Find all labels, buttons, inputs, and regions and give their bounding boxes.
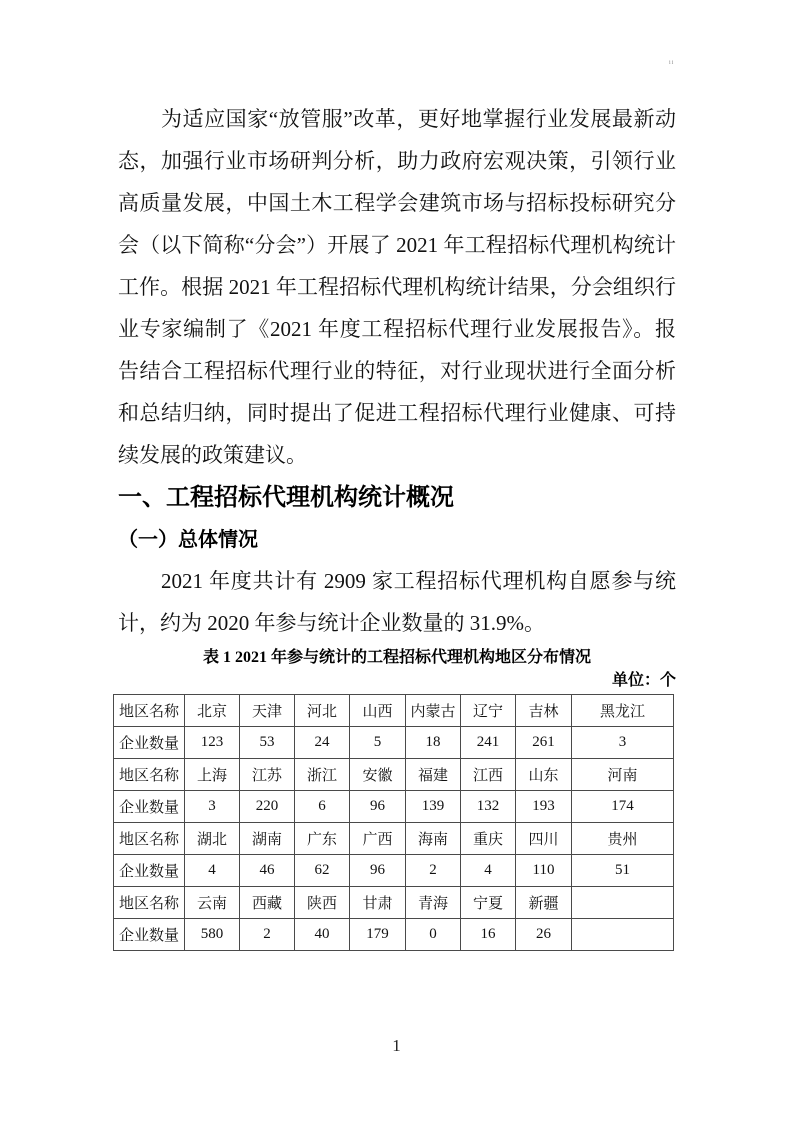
overview-paragraph: 2021 年度共计有 2909 家工程招标代理机构自愿参与统计，约为 2020 年参与统计企业数量的 31.9%。 <box>118 569 676 635</box>
table-cell: 2 <box>240 919 295 951</box>
table-cell: 广西 <box>350 823 406 855</box>
table-cell: 2 <box>406 855 461 887</box>
region-distribution-table <box>113 694 674 951</box>
row-header-cell: 企业数量 <box>114 919 185 951</box>
table-cell: 96 <box>350 791 406 823</box>
table-cell: 广东 <box>295 823 350 855</box>
table-cell: 6 <box>295 791 350 823</box>
table-cell: 123 <box>185 727 240 759</box>
table-cell: 4 <box>185 855 240 887</box>
table-cell: 四川 <box>516 823 572 855</box>
table-cell: 青海 <box>406 887 461 919</box>
table-cell: 上海 <box>185 759 240 791</box>
subsection-heading: （一）总体情况 <box>118 529 258 551</box>
table-cell: 18 <box>406 727 461 759</box>
table-cell: 福建 <box>406 759 461 791</box>
page-content <box>118 98 676 951</box>
table-cell: 580 <box>185 919 240 951</box>
table-row <box>114 919 674 951</box>
table-cell: 河南 <box>572 759 674 791</box>
row-header-cell: 地区名称 <box>114 759 185 791</box>
table-cell: 湖北 <box>185 823 240 855</box>
row-header-cell: 企业数量 <box>114 791 185 823</box>
table-cell: 陕西 <box>295 887 350 919</box>
stray-corner-mark: ii <box>669 60 675 66</box>
table-cell: 黑龙江 <box>572 695 674 727</box>
table-title: 表 1 2021 年参与统计的工程招标代理机构地区分布情况 <box>202 649 591 666</box>
table-cell: 139 <box>406 791 461 823</box>
table-cell: 26 <box>516 919 572 951</box>
section-heading: 一、工程招标代理机构统计概况 <box>118 484 454 511</box>
page-number: 1 <box>392 1036 401 1055</box>
table-cell: 湖南 <box>240 823 295 855</box>
row-header-cell: 企业数量 <box>114 727 185 759</box>
table-row <box>114 823 674 855</box>
row-header-cell: 地区名称 <box>114 887 185 919</box>
intro-paragraph: 为适应国家“放管服”改革，更好地掌握行业发展最新动态，加强行业市场研判分析，助力政府宏观决策，引领行业高质量发展，中国土木工程学会建筑市场与招标投标研究分会（以下简称“分会”）开展了 2021 年工程招标代理机构统计工作。根据 2021 年工程招标代理机构统计结果，分会组织行业专家编制了《2021 年度工程招标代理行业发展报告》。报告结合工程招标代理行业的特征，对行业现状进行全面分析和总结归纳，同时提出了促进工程招标代理行业健康、可持续发展的政策建议。 <box>118 107 676 467</box>
table-unit-label: 单位：个 <box>611 672 676 689</box>
table-cell: 安徽 <box>350 759 406 791</box>
table-cell: 宁夏 <box>461 887 516 919</box>
table-cell: 40 <box>295 919 350 951</box>
table-cell <box>572 919 674 951</box>
table-cell: 天津 <box>240 695 295 727</box>
table-row <box>114 695 674 727</box>
table-cell: 174 <box>572 791 674 823</box>
table-cell: 3 <box>185 791 240 823</box>
table-cell: 内蒙古 <box>406 695 461 727</box>
table-cell: 云南 <box>185 887 240 919</box>
table-cell: 110 <box>516 855 572 887</box>
table-cell: 3 <box>572 727 674 759</box>
row-header-cell: 地区名称 <box>114 695 185 727</box>
table-cell: 220 <box>240 791 295 823</box>
table-row <box>114 887 674 919</box>
table-cell: 4 <box>461 855 516 887</box>
table-cell: 51 <box>572 855 674 887</box>
table-cell: 江西 <box>461 759 516 791</box>
table-cell: 96 <box>350 855 406 887</box>
table-cell: 新疆 <box>516 887 572 919</box>
table-cell: 53 <box>240 727 295 759</box>
table-cell: 甘肃 <box>350 887 406 919</box>
table-cell: 46 <box>240 855 295 887</box>
row-header-cell: 企业数量 <box>114 855 185 887</box>
table-cell: 江苏 <box>240 759 295 791</box>
table-row <box>114 759 674 791</box>
table-cell: 海南 <box>406 823 461 855</box>
table-cell: 北京 <box>185 695 240 727</box>
table-cell: 62 <box>295 855 350 887</box>
table-cell: 山西 <box>350 695 406 727</box>
table-cell: 河北 <box>295 695 350 727</box>
table-cell: 24 <box>295 727 350 759</box>
table-cell: 5 <box>350 727 406 759</box>
table-cell: 241 <box>461 727 516 759</box>
table-cell <box>572 887 674 919</box>
table-cell: 179 <box>350 919 406 951</box>
row-header-cell: 地区名称 <box>114 823 185 855</box>
table-cell: 吉林 <box>516 695 572 727</box>
table-cell: 重庆 <box>461 823 516 855</box>
table-cell: 山东 <box>516 759 572 791</box>
table-row <box>114 727 674 759</box>
table-cell: 浙江 <box>295 759 350 791</box>
table-cell: 193 <box>516 791 572 823</box>
table-cell: 132 <box>461 791 516 823</box>
table-cell: 0 <box>406 919 461 951</box>
table-row <box>114 791 674 823</box>
table-cell: 261 <box>516 727 572 759</box>
table-cell: 贵州 <box>572 823 674 855</box>
table-row <box>114 855 674 887</box>
table-cell: 西藏 <box>240 887 295 919</box>
table-cell: 辽宁 <box>461 695 516 727</box>
table-cell: 16 <box>461 919 516 951</box>
